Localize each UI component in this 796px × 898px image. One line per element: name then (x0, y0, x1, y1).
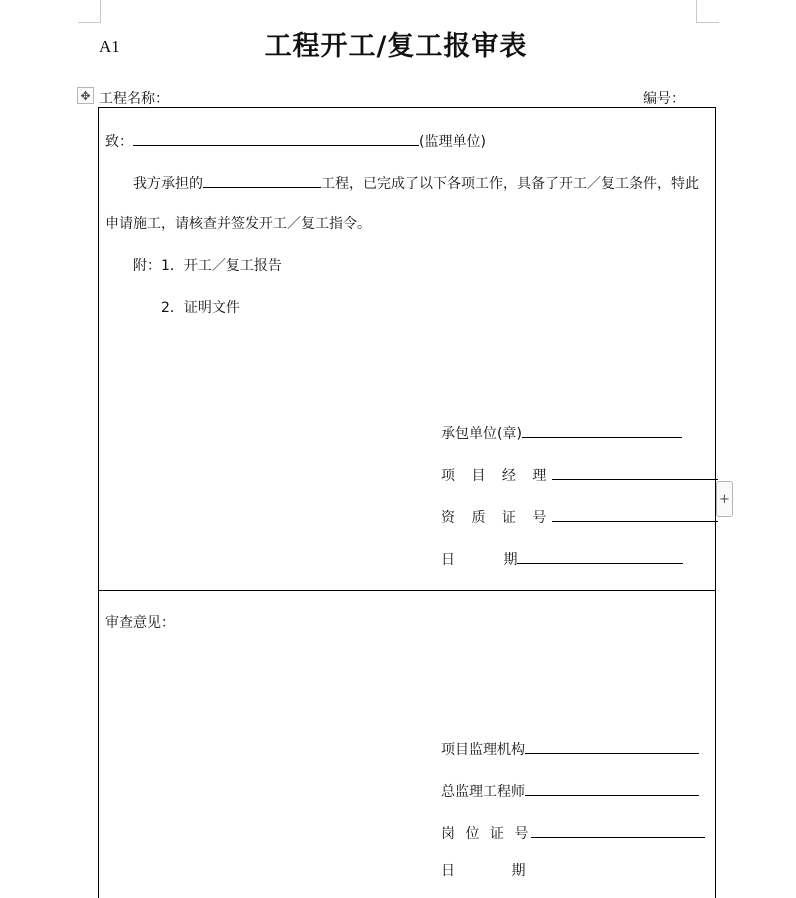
form-code: A1 (99, 37, 120, 56)
review-chief-label: 总监理工程师 (441, 784, 525, 800)
attachment-2: 2．证明文件 (161, 300, 240, 316)
review-cert-label: 岗 位 证 号 (441, 826, 532, 842)
crop-mark-top-right (696, 0, 719, 23)
add-row-button[interactable] (716, 481, 733, 517)
table-move-handle[interactable] (77, 87, 94, 104)
page-title: 工程开工/复工报审表 (264, 31, 528, 62)
sign-cert-line (441, 507, 718, 527)
sign-cert-blank[interactable] (552, 507, 718, 522)
body-part2: 工程，已完成了以下各项工作，具备了开工／复工条件，特此 (321, 176, 699, 192)
sign-unit-line (441, 423, 682, 443)
sign-manager-blank[interactable] (552, 465, 718, 480)
sign-unit-label: 承包单位(章) (441, 426, 522, 442)
review-cert-blank[interactable] (531, 823, 705, 838)
review-org-blank[interactable] (525, 739, 699, 754)
addressee-line (105, 131, 486, 151)
review-label: 审查意见： (105, 615, 175, 631)
review-org-label: 项目监理机构 (441, 742, 525, 758)
application-body-line2: 申请施工，请核查并签发开工／复工指令。 (105, 216, 371, 232)
addressee-blank[interactable] (133, 131, 419, 146)
review-chief-blank[interactable] (525, 781, 699, 796)
crop-mark-top-left (78, 0, 101, 23)
attachment-1: 附：1．开工／复工报告 (133, 258, 282, 274)
review-chief-line (441, 781, 699, 801)
addressee-prefix: 致： (105, 134, 133, 150)
review-cert-line (441, 823, 705, 843)
sign-date-blank[interactable] (517, 549, 683, 564)
number-label: 编号： (643, 91, 685, 107)
sign-manager-line (441, 465, 718, 485)
review-org-line (441, 739, 699, 759)
body-part1: 我方承担的 (133, 176, 203, 192)
sign-unit-blank[interactable] (522, 423, 682, 438)
sign-date-line (441, 549, 683, 569)
review-date-label: 日 期 (441, 863, 526, 879)
move-arrows-icon: ✥ (80, 88, 91, 103)
sign-date-label: 日 期 (441, 552, 518, 568)
application-body-line1 (133, 173, 699, 193)
project-name-label: 工程名称： (99, 91, 169, 107)
sign-cert-label: 资 质 证 号 (441, 510, 553, 526)
addressee-suffix: (监理单位) (419, 134, 486, 150)
sign-manager-label: 项 目 经 理 (441, 468, 553, 484)
review-date-line (441, 862, 525, 880)
plus-icon: + (719, 491, 730, 507)
table-row-divider (98, 590, 715, 591)
project-blank[interactable] (203, 173, 321, 188)
